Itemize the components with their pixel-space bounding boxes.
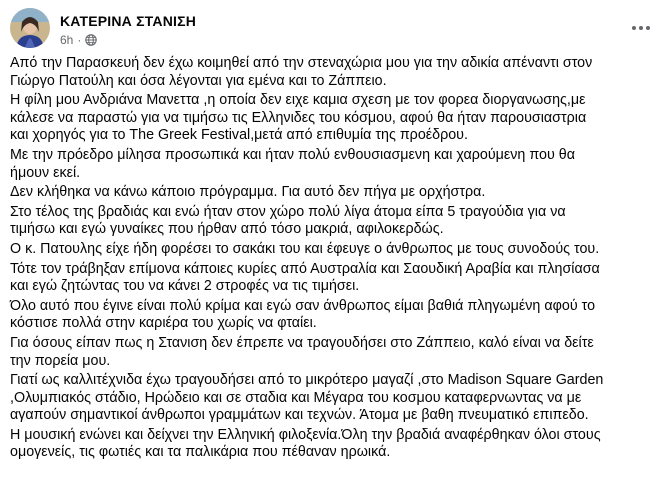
post-paragraph [10,184,662,202]
post-text-line: ομογενείς, τις φωτιές και τα παλικάρια που πέθαναν ηρωικά. [10,444,391,461]
post-paragraph [10,261,662,296]
post-paragraph [10,241,662,259]
author-name[interactable]: ΚΑΤΕΡΙΝΑ ΣΤΑΝΙΣΗ [60,13,197,29]
post-text-line: Τότε τον τράβηξαν επίμονα κάποιες κυρίες από Αυστραλία και Σαουδική Αραβία και πλησίασα [10,260,600,277]
post-text-line: και χορηγός για το The Greek Festival,μετά από επιθυμία της προέδρου. [10,127,468,144]
more-horizontal-icon [632,26,650,30]
post-text-line: Γιώργο Πατούλη και όσα λέγονται για εμένα και το Ζάππειο. [10,72,387,89]
post-body [10,55,662,462]
post-header [10,8,657,48]
avatar-image [10,8,50,48]
post-text-line: και εγώ ζητώντας του να κάνει 2 στροφές να τις τιμήσει. [10,278,360,295]
post-options-button[interactable] [627,14,655,42]
post-text-line: Όλο αυτό που έγινε είναι πολύ κρίμα και εγώ σαν άνθρωπος είμαι βαθιά πληγωμένη αφού το [10,297,596,314]
post-text-line: ήμουν εκεί. [10,164,81,181]
post-paragraph [10,372,662,425]
post-text-line: Από την Παρασκευή δεν έχω κοιμηθεί από την στεναχώρια μου για την αδικία απέναντι στον [10,55,593,71]
post-text-line: Η φίλη μου Ανδριάνα Μανεττα ,η οποία δεν ειχε καμια σχεση με τον φορεα διοργανωσης,με [10,92,586,109]
post-paragraph [10,204,662,239]
post-paragraph [10,335,662,370]
post-text-line: κόστισε πολλά στην καριέρα του χωρίς να φταίει. [10,315,317,332]
post-paragraph [10,427,662,462]
post-timestamp[interactable]: 6h [60,33,74,47]
post-text-line: Στο τέλος της βραδιάς και ενώ ήταν στον χώρο πολύ λίγα άτομα είπα 5 τραγούδια για να [10,203,566,220]
post-text-line: Γιατί ως καλλιτέχνιδα έχω τραγουδήσει από το μικρότερο μαγαζί ,στο Madison Square Garden [10,372,604,389]
post-text-line: Δεν κλήθηκα να κάνω κάποιο πρόγραμμα. Για αυτό δεν πήγα με ορχήστρα. [10,184,486,201]
post-text-line: την πορεία μου. [10,352,111,369]
post-text-line: αγαπούν σημαντικοί άνθρωποι γραμμάτων και τεχνών. Άτομα με βαθη πνευματικό επιπεδο. [10,407,589,424]
post-text-line: Για όσους είπαν πως η Στανιση δεν έπρεπε να τραγουδήσει στο Ζάππειο, καλό είναι να δείτε [10,334,594,351]
post-text-line: τιμήσω και εγώ γυναίκες που ήρθαν από τόσο μακριά, αφιλοκερδώς. [10,221,444,238]
post-meta [60,33,97,47]
post-text-line: Ο κ. Πατουλης είχε ήδη φορέσει το σακάκι του και έφευγε ο άνθρωπος με τους συνοδούς του. [10,240,600,257]
post-text-line: Η μουσική ενώνει και δείχνει την Ελληνική φιλοξενία.Όλη την βραδιά αναφέρθηκαν όλοι στους [10,426,601,443]
post-paragraph [10,92,662,145]
meta-separator: · [77,33,82,47]
post-text-line: ,Ολυμπιακός στάδιο, Ηρώδειο και σε σταδια και Μέγαρα του κοσμου καταφερνωντας να με [10,389,582,406]
post-text-line: κάλεσε να παραστώ για να τιμήσω τις Ελληνιδες του κόσμου, αφού θα ήταν παρουσιαστρια [10,109,587,126]
post-paragraph [10,147,662,182]
post-text-line: Με την πρόεδρο μίλησα προσωπικά και ήταν πολύ ενθουσιασμενη και χαρούμενη που θα [10,146,575,163]
globe-icon[interactable] [85,34,97,46]
author-avatar[interactable] [10,8,50,48]
post-paragraph [10,298,662,333]
post-paragraph [10,55,662,90]
